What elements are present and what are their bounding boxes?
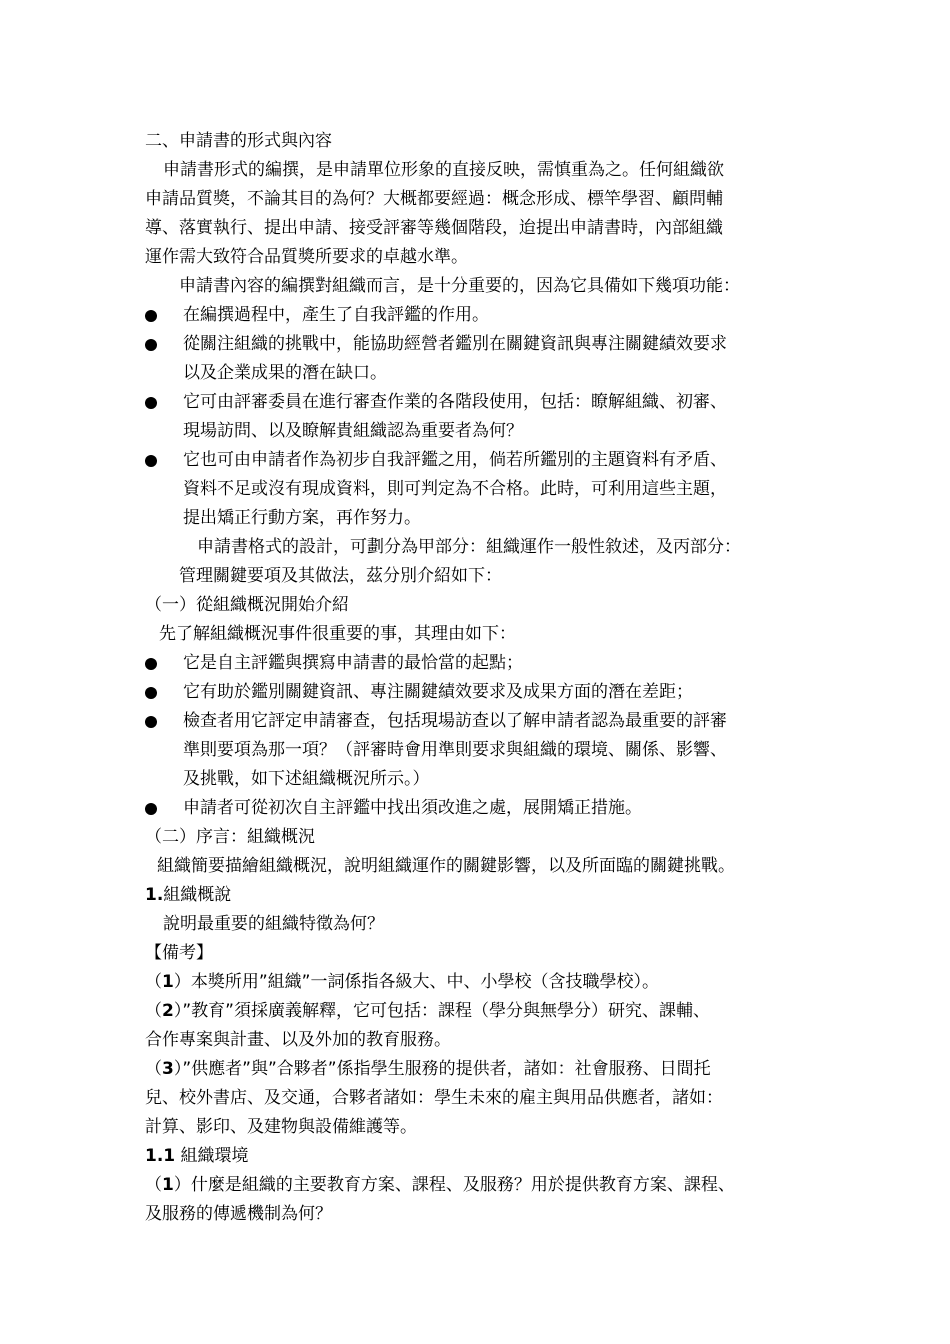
subsection-heading: （二）序言：組織概況 (145, 827, 315, 847)
note-item: （3）”供應者”與”合夥者”係指學生服務的提供者，諸如：社會服務、日間托 (145, 1059, 711, 1079)
note-item-continuation: 合作專案與計畫、以及外加的教育服務。 (145, 1030, 451, 1050)
bullet-icon (145, 397, 157, 409)
list-item: 檢查者用它評定申請審查，包括現場訪查以了解申請者認為最重要的評審 (145, 707, 810, 736)
list-item: 從關注組織的挑戰中，能協助經營者鑑別在關鍵資訊與專注關鍵績效要求 (145, 330, 810, 359)
bullet-icon (145, 455, 157, 467)
paragraph-line: 先了解組織概況事件很重要的事，其理由如下： (159, 624, 516, 644)
list-item: 它也可由申請者作為初步自我評鑑之用，倘若所鑑別的主題資料有矛盾、 (145, 446, 810, 475)
bullet-icon (145, 658, 157, 670)
list-item-continuation: 準則要項為那一項？（評審時會用準則要求與組織的環境、關係、影響、 (183, 740, 727, 760)
paragraph-line: 申請品質獎，不論其目的為何？大概都要經過：概念形成、標竿學習、顧問輔 (145, 189, 723, 209)
list-item: 在編撰過程中，產生了自我評鑑的作用。 (145, 301, 810, 330)
question-item-continuation: 及服務的傳遞機制為何？ (145, 1204, 332, 1224)
note-heading: 【備考】 (145, 943, 213, 963)
paragraph-line: 申請書內容的編撰對組織而言，是十分重要的，因為它具備如下幾項功能： (179, 276, 740, 296)
bullet-icon (145, 339, 157, 351)
list-item-continuation: 現場訪問、以及瞭解貴組織認為重要者為何？ (183, 421, 523, 441)
list-item-continuation: 及挑戰，如下述組織概況所示。） (183, 769, 430, 789)
paragraph-line: 管理關鍵要項及其做法，茲分別介紹如下： (179, 566, 502, 586)
note-item: （1）本獎所用”組織”一詞係指各級大、中、小學校（含技職學校）。 (145, 972, 659, 992)
section-heading: 二、申請書的形式與內容 (145, 131, 332, 151)
numbered-heading: 1.1 組織環境 (145, 1146, 249, 1166)
bullet-icon (145, 803, 157, 815)
list-item-continuation: 資料不足或沒有現成資料，則可判定為不合格。此時，可利用這些主題， (183, 479, 727, 499)
note-item: （2）”教育”須採廣義解釋，它可包括：課程（學分與無學分）研究、課輔、 (145, 1001, 710, 1021)
paragraph-line: 導、落實執行、提出申請、接受評審等幾個階段，迨提出申請書時，內部組織 (145, 218, 723, 238)
question-item: （1）什麼是組織的主要教育方案、課程、及服務？用於提供教育方案、課程、 (145, 1175, 735, 1195)
paragraph-line: 申請書格式的設計，可劃分為甲部分：組織運作一般性敘述，及丙部分： (197, 537, 741, 557)
list-item: 它可由評審委員在進行審查作業的各階段使用，包括：瞭解組織、初審、 (145, 388, 810, 417)
note-item-continuation: 兒、校外書店、及交通，合夥者諸如：學生未來的雇主與用品供應者，諸如： (145, 1088, 723, 1108)
list-item: 它有助於鑑別關鍵資訊、專注關鍵績效要求及成果方面的潛在差距； (145, 678, 810, 707)
list-item: 它是自主評鑑與撰寫申請書的最恰當的起點； (145, 649, 810, 678)
note-item-continuation: 計算、影印、及建物與設備維護等。 (145, 1117, 417, 1137)
list-item-continuation: 提出矯正行動方案，再作努力。 (183, 508, 421, 528)
paragraph-line: 運作需大致符合品質獎所要求的卓越水準。 (145, 247, 468, 267)
document-page (145, 127, 810, 1229)
bullet-icon (145, 687, 157, 699)
paragraph-line: 組織簡要描繪組織概況，說明組織運作的關鍵影響，以及所面臨的關鍵挑戰。 (157, 856, 735, 876)
paragraph-line: 申請書形式的編撰，是申請單位形象的直接反映，需慎重為之。任何組織欲 (163, 160, 724, 180)
list-item-continuation: 以及企業成果的潛在缺口。 (183, 363, 387, 383)
numbered-heading: 1.組織概說 (145, 885, 232, 905)
bullet-icon (145, 310, 157, 322)
paragraph-line: 說明最重要的組織特徵為何？ (163, 914, 384, 934)
list-item: 申請者可從初次自主評鑑中找出須改進之處，展開矯正措施。 (145, 794, 810, 823)
bullet-icon (145, 716, 157, 728)
subsection-heading: （一）從組織概況開始介紹 (145, 595, 349, 615)
